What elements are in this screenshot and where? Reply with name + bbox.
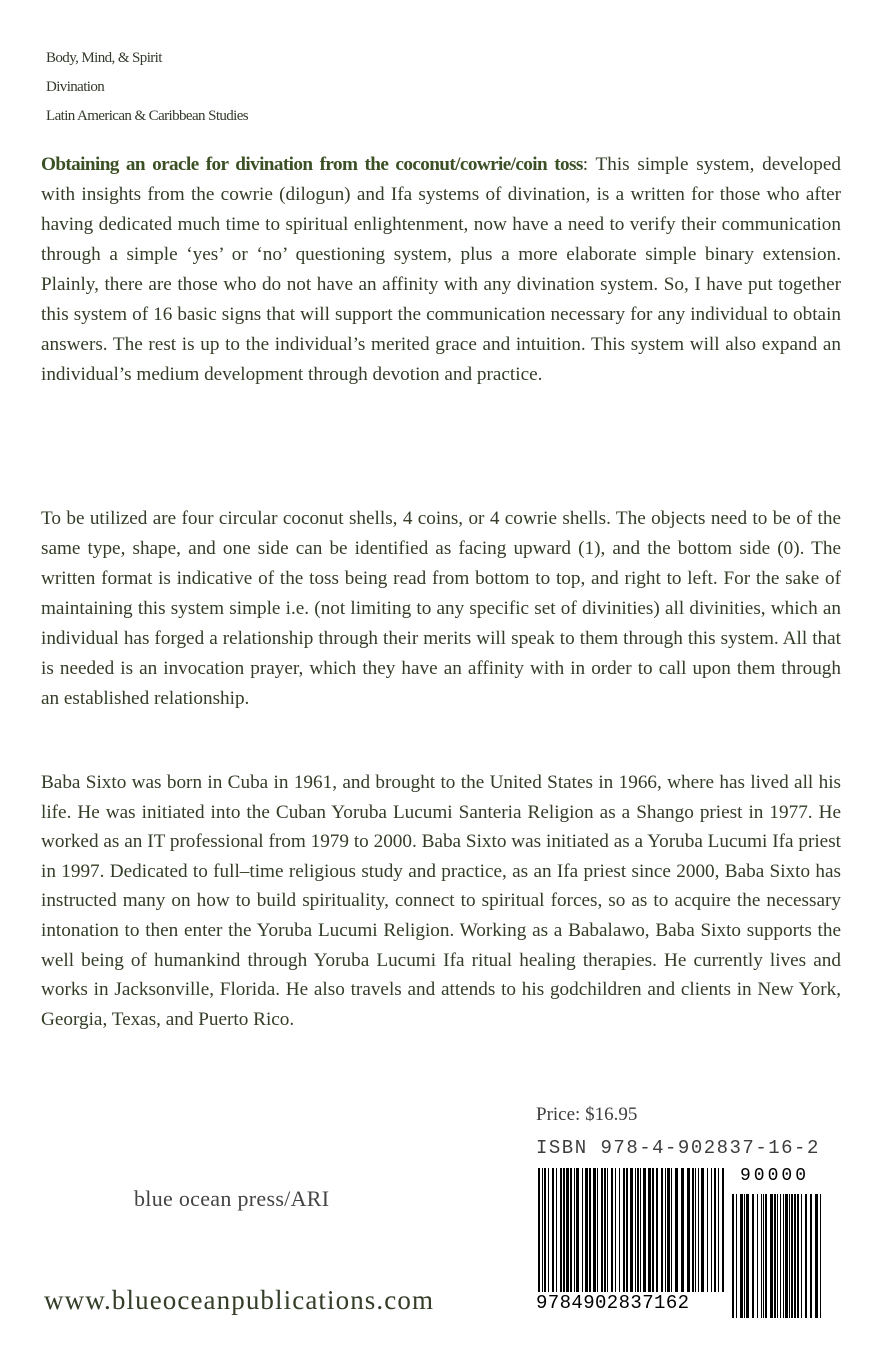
barcode-addon-bar	[740, 1194, 743, 1318]
barcode-bar	[661, 1168, 663, 1292]
barcode-bar	[619, 1168, 620, 1292]
section-heading: Obtaining an oracle for divination from the coconut/cowrie/coin toss	[41, 154, 583, 175]
publisher-imprint: blue ocean press/ARI	[134, 1186, 330, 1211]
barcode-bar	[637, 1168, 639, 1292]
isbn-label: ISBN 978-4-902837-16-2	[536, 1137, 820, 1159]
barcode-bar	[601, 1168, 603, 1292]
barcode-bar	[566, 1168, 569, 1292]
barcode-bar	[640, 1168, 641, 1292]
barcode-bar	[656, 1168, 658, 1292]
barcode-bar	[560, 1168, 562, 1292]
barcode-bar	[593, 1168, 596, 1292]
barcode-bar	[711, 1168, 712, 1292]
barcode-bar	[611, 1168, 613, 1292]
barcode-bar	[630, 1168, 633, 1292]
category-item: Body, Mind, & Spirit	[46, 50, 162, 66]
barcode-addon-number: 90000	[740, 1166, 810, 1186]
category-list	[46, 44, 248, 131]
barcode-bar	[589, 1168, 591, 1292]
barcode-bar	[615, 1168, 616, 1292]
barcode-bar	[687, 1168, 690, 1292]
barcode-bar	[701, 1168, 704, 1292]
barcode-addon-bar	[785, 1194, 788, 1318]
barcode-addon-bar	[752, 1194, 754, 1318]
barcode-bar	[671, 1168, 672, 1292]
barcode-addon-bar	[780, 1194, 781, 1318]
intro-section	[41, 150, 841, 390]
barcode-bar	[675, 1168, 678, 1292]
barcode-addon-bar	[820, 1194, 821, 1318]
barcode-addon-bar	[810, 1194, 812, 1318]
category-item: Latin American & Caribbean Studies	[46, 108, 249, 124]
barcode-bar	[552, 1168, 554, 1292]
barcode-bar	[604, 1168, 606, 1292]
barcode-bar	[542, 1168, 543, 1292]
barcode-addon-bar	[732, 1194, 734, 1318]
barcode-addon-bar	[777, 1194, 778, 1318]
barcode-bar	[635, 1168, 636, 1292]
barcode-bar	[722, 1168, 724, 1292]
barcode-bar	[652, 1168, 654, 1292]
barcode-number: 9784902837162	[536, 1292, 690, 1314]
barcode-bar	[718, 1168, 719, 1292]
barcode-addon-bar	[763, 1194, 764, 1318]
barcode-bar	[576, 1168, 579, 1292]
barcode-bar	[667, 1168, 670, 1292]
barcode-addon-bar	[797, 1194, 799, 1318]
barcode-addon-bar	[736, 1194, 737, 1318]
publisher-website: www.blueoceanpublications.com	[44, 1285, 435, 1315]
barcode-addon-bar	[815, 1194, 818, 1318]
barcode-addon-bar	[757, 1194, 758, 1318]
barcode-addon-bar	[774, 1194, 776, 1318]
barcode-bar	[707, 1168, 708, 1292]
barcode-addon-bar	[744, 1194, 745, 1318]
barcode-bar	[643, 1168, 646, 1292]
barcode-bar	[548, 1168, 549, 1292]
category-item: Divination	[46, 79, 105, 95]
barcode-bar	[582, 1168, 583, 1292]
barcode-bar	[623, 1168, 625, 1292]
barcode-bar	[648, 1168, 651, 1292]
barcode-bar	[692, 1168, 694, 1292]
barcode-addon-bar	[794, 1194, 796, 1318]
barcode-bar	[570, 1168, 572, 1292]
barcode-bar	[698, 1168, 699, 1292]
barcode-bar	[681, 1168, 684, 1292]
barcode-bar	[556, 1168, 557, 1292]
barcode-bar	[544, 1168, 546, 1292]
barcode-addon-bar	[783, 1194, 784, 1318]
barcode-bar	[538, 1168, 540, 1292]
heading-colon: :	[582, 154, 589, 175]
barcode-addon-bar	[791, 1194, 793, 1318]
paragraph-materials: To be utilized are four circular coconut shells, 4 coins, or 4 cowrie shells. The objects need to be of the same type, shape, and one side can be identified as facing upward (1), and the bottom side (0). The written format is indicative of the toss being read from bottom to top, and right to left. For the sake of maintaining this system simple i.e. (not limiting to any specific set of divinities) all divinities, which an individual has forged a relationship through their merits will speak to them through this system. All that is needed is an invocation prayer, which they have an affinity with in order to call upon them through an established relationship.	[41, 508, 841, 709]
barcode-bar	[574, 1168, 575, 1292]
barcode-bar	[563, 1168, 565, 1292]
price-label: Price: $16.95	[536, 1104, 638, 1125]
price-isbn-block	[536, 1098, 820, 1164]
barcode-bar	[585, 1168, 588, 1292]
barcode-bar	[626, 1168, 628, 1292]
barcode-addon-bar	[789, 1194, 790, 1318]
barcode-bar	[597, 1168, 598, 1292]
barcode-bar	[607, 1168, 608, 1292]
barcode-addon-bar	[746, 1194, 749, 1318]
paragraph-author-bio: Baba Sixto was born in Cuba in 1961, and brought to the United States in 1966, where has lived all his life. He was initiated into the Cuban Yoruba Lucumi Santeria Religion as a Shango priest in 1977. He worked as an IT professional from 1979 to 2000. Baba Sixto was initiated as a Yoruba Lucumi Ifa priest in 1997. Dedicated to full–time religious study and practice, as an Ifa priest since 2000, Baba Sixto has instructed many on how to build spirituality, connect to spiritual forces, so as to acquire the necessary intonation to then enter the Yoruba Lucumi Religion. Working as a Babalawo, Baba Sixto supports the well being of humankind through Yoruba Lucumi Ifa ritual healing therapies. He currently lives and works in Jacksonville, Florida. He also travels and attends to his godchildren and clients in New York, Georgia, Texas, and Puerto Rico.	[41, 772, 841, 1030]
barcode-addon-bar	[805, 1194, 807, 1318]
paragraph-system-description: This simple system, developed with insights from the cowrie (dilogun) and Ifa systems of divination, is a written for those who after having dedicated much time to spiritual enlightenment, now have a need to verify their communication through a simple ‘yes’ or ‘no’ questioning system, plus a more elaborate simple binary extension. Plainly, there are those who do not have an affinity with any divination system. So, I have put together this system of 16 basic signs that will support the communication necessary for any individual to obtain answers. The rest is up to the individual’s merited grace and intuition. This system will also expand an individual’s medium development through devotion and practice.	[41, 154, 841, 385]
barcode-bar	[714, 1168, 716, 1292]
barcode-addon-bar	[761, 1194, 762, 1318]
barcode-addon-bar	[770, 1194, 773, 1318]
barcode-addon-bar	[801, 1194, 802, 1318]
barcode-addon-bar	[765, 1194, 767, 1318]
barcode-bar	[665, 1168, 666, 1292]
barcode-bar	[695, 1168, 696, 1292]
